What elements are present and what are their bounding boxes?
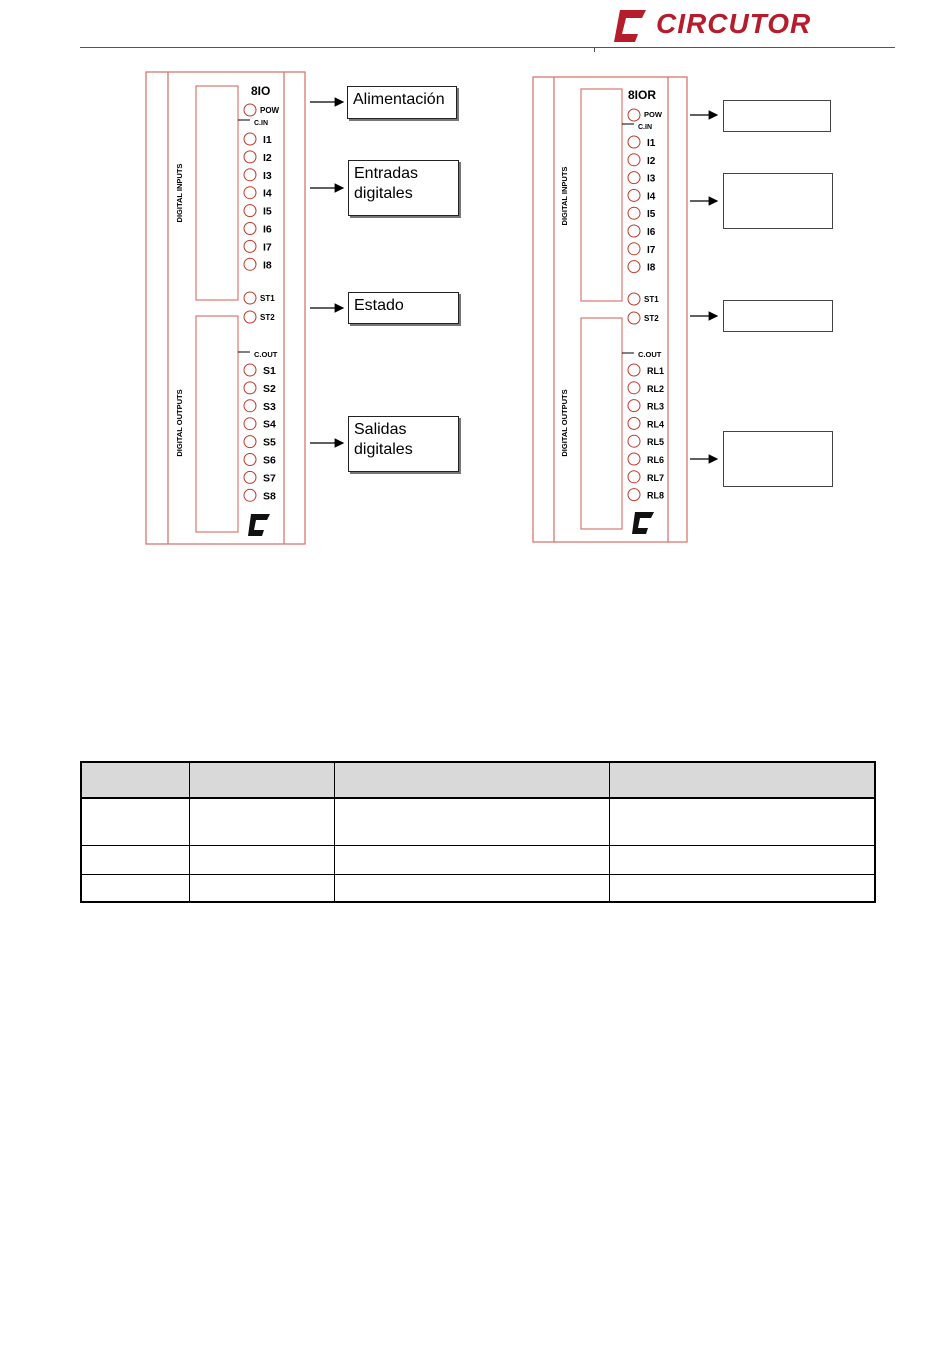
spec-table-header-cell (190, 762, 335, 798)
callout-outputs-line2: digitales (354, 441, 413, 458)
device-8ior-model: 8IOR (628, 88, 657, 102)
device-8io-led-s5 (244, 436, 256, 448)
device-8io-outline (146, 72, 305, 544)
callout-status (348, 292, 459, 324)
callout-right-status (723, 300, 833, 332)
device-8io-label-s4: S4 (263, 418, 276, 431)
device-8io-led-i1 (244, 133, 256, 145)
table-row (81, 798, 875, 846)
device-8io-output-terminal (196, 316, 238, 532)
device-8ior-label-rl1: RL1 (647, 366, 665, 376)
table-cell (81, 846, 190, 875)
device-8io-label-st2: ST2 (260, 313, 275, 322)
device-8ior-led-i6 (628, 225, 640, 237)
spec-table-header-cell (610, 762, 875, 798)
device-8io-label-s6: S6 (263, 454, 276, 467)
device-8ior-led-rl8 (628, 489, 640, 501)
spec-table-header-cell (81, 762, 190, 798)
device-8ior-led-rl3 (628, 400, 640, 412)
device-8io-label-cout: C.OUT (254, 350, 278, 359)
table-cell (190, 846, 335, 875)
device-8ior-led-rl1 (628, 364, 640, 376)
device-8io-label-s1: S1 (263, 365, 276, 377)
device-8ior-led-rl2 (628, 382, 640, 394)
device-8io-outputs-side-label: DIGITAL OUTPUTS (175, 389, 184, 457)
device-8io-model: 8IO (251, 84, 271, 98)
device-8ior-output-terminal (581, 318, 622, 529)
device-8io-label-s2: S2 (263, 382, 276, 395)
device-8ior-label-i2: I2 (647, 155, 656, 167)
device-8io-led-i3 (244, 169, 256, 181)
device-8ior-led-rl7 (628, 471, 640, 483)
device-8ior-label-st1: ST1 (644, 295, 659, 304)
table-cell (334, 798, 609, 846)
device-8ior-label-i4: I4 (647, 191, 656, 203)
device-8io-label-i5: I5 (263, 205, 272, 218)
table-cell (334, 846, 609, 875)
device-8ior-led-rl4 (628, 417, 640, 429)
device-8io-inputs (244, 133, 272, 271)
device-8io-led-i2 (244, 151, 256, 163)
device-8ior-led-st2 (628, 312, 640, 324)
device-8io-input-terminal (196, 86, 238, 300)
callout-right-power (723, 100, 831, 132)
device-8io-label-i8: I8 (263, 259, 272, 272)
device-8ior-label-i3: I3 (647, 173, 656, 185)
device-8io-label-i3: I3 (263, 169, 272, 182)
device-8ior-label-cin: C.IN (638, 124, 652, 131)
table-cell (81, 798, 190, 846)
device-8ior-brand-icon (632, 512, 654, 534)
device-8io-led-s6 (244, 454, 256, 466)
callout-right-outputs (723, 431, 833, 487)
device-8io-label-s7: S7 (263, 472, 276, 485)
device-8ior-label-rl3: RL3 (647, 401, 665, 412)
device-8ior-led-i5 (628, 207, 640, 219)
device-8io-label-cin: C.IN (254, 120, 268, 127)
device-8ior-input-terminal (581, 89, 622, 301)
device-8ior-label-i5: I5 (647, 209, 656, 221)
callout-right-inputs (723, 173, 833, 229)
device-8ior-led-i4 (628, 189, 640, 201)
device-8ior-label-rl6: RL6 (647, 455, 665, 465)
device-8ior-label-st2: ST2 (644, 314, 659, 323)
device-8ior-led-i8 (628, 261, 640, 273)
table-cell (190, 875, 335, 903)
device-8io-label-i7: I7 (263, 241, 272, 254)
callout-status-text: Estado (354, 297, 404, 314)
device-8io-led-st2 (244, 311, 256, 323)
device-8ior-label-rl5: RL5 (647, 437, 665, 448)
device-8ior-led-i1 (628, 136, 640, 148)
device-8ior-label-rl4: RL4 (647, 419, 665, 430)
table-cell (190, 798, 335, 846)
device-8ior-led-rl5 (628, 435, 640, 447)
device-8io-led-s1 (244, 364, 256, 376)
device-8ior-led-st1 (628, 293, 640, 305)
device-8ior-label-rl8: RL8 (647, 490, 665, 501)
device-8io-led-i6 (244, 223, 256, 235)
device-8ior-outputs (628, 364, 664, 501)
device-8ior-label-i8: I8 (647, 262, 656, 274)
table-cell (610, 875, 875, 903)
device-8ior-label-cout: C.OUT (638, 350, 662, 359)
device-8io-outputs (244, 364, 276, 502)
device-8ior-outputs-side-label: DIGITAL OUTPUTS (560, 389, 569, 457)
device-8io-label-s8: S8 (263, 490, 276, 503)
device-8io-label-s5: S5 (263, 436, 276, 449)
device-8io-label-i6: I6 (263, 223, 272, 236)
device-8io-label-i1: I1 (263, 134, 272, 146)
callout-inputs-line1: Entradas (354, 165, 419, 182)
device-8io-led-s4 (244, 418, 256, 430)
table-cell (334, 875, 609, 903)
device-8ior-led-i3 (628, 172, 640, 184)
spec-table (80, 761, 876, 903)
device-8ior-label-i6: I6 (647, 227, 656, 238)
device-8io-label-s3: S3 (263, 400, 276, 413)
callout-digital-inputs (348, 160, 459, 216)
device-8io-led-s3 (244, 400, 256, 412)
device-8io-led-i8 (244, 258, 256, 270)
device-8io-led-i7 (244, 240, 256, 252)
device-8ior (533, 77, 687, 542)
device-8ior-inputs (628, 136, 656, 274)
table-cell (610, 846, 875, 875)
device-8io-label-i4: I4 (263, 187, 272, 200)
device-8io-led-s8 (244, 489, 256, 501)
brand-name: CIRCUTOR (656, 8, 812, 39)
device-8ior-led-i2 (628, 154, 640, 166)
device-8io-brand-icon (248, 514, 270, 536)
device-8ior-inputs-side-label: DIGITAL INPUTS (560, 166, 569, 226)
device-8io-label-st1: ST1 (260, 294, 275, 303)
device-8io (146, 72, 305, 544)
device-8io-led-i5 (244, 205, 256, 217)
device-8io-led-s7 (244, 471, 256, 483)
device-8io-led-st1 (244, 292, 256, 304)
table-cell (81, 875, 190, 903)
callout-outputs-line1: Salidas (354, 421, 407, 438)
device-8io-led-pow (244, 104, 256, 116)
device-8ior-led-pow (628, 109, 640, 121)
device-8io-label-pow: POW (260, 106, 280, 115)
spec-table-header-cell (334, 762, 609, 798)
device-8ior-label-rl2: RL2 (647, 383, 665, 394)
callout-digital-outputs (348, 416, 459, 472)
table-row (81, 846, 875, 875)
device-8ior-label-i1: I1 (647, 138, 656, 149)
callout-power (347, 86, 457, 119)
device-8io-label-i2: I2 (263, 151, 272, 164)
device-8ior-led-i7 (628, 243, 640, 255)
device-8ior-label-i7: I7 (647, 244, 656, 256)
device-8ior-label-rl7: RL7 (647, 472, 665, 483)
callout-power-text: Alimentación (353, 91, 445, 108)
device-8ior-led-rl6 (628, 453, 640, 465)
device-8ior-label-pow: POW (644, 110, 662, 119)
table-row (81, 875, 875, 903)
device-8io-inputs-side-label: DIGITAL INPUTS (175, 163, 184, 223)
callout-inputs-line2: digitales (354, 185, 413, 202)
device-8io-led-i4 (244, 187, 256, 199)
table-cell (610, 798, 875, 846)
spec-table-header-row (81, 762, 875, 798)
device-8io-led-s2 (244, 382, 256, 394)
